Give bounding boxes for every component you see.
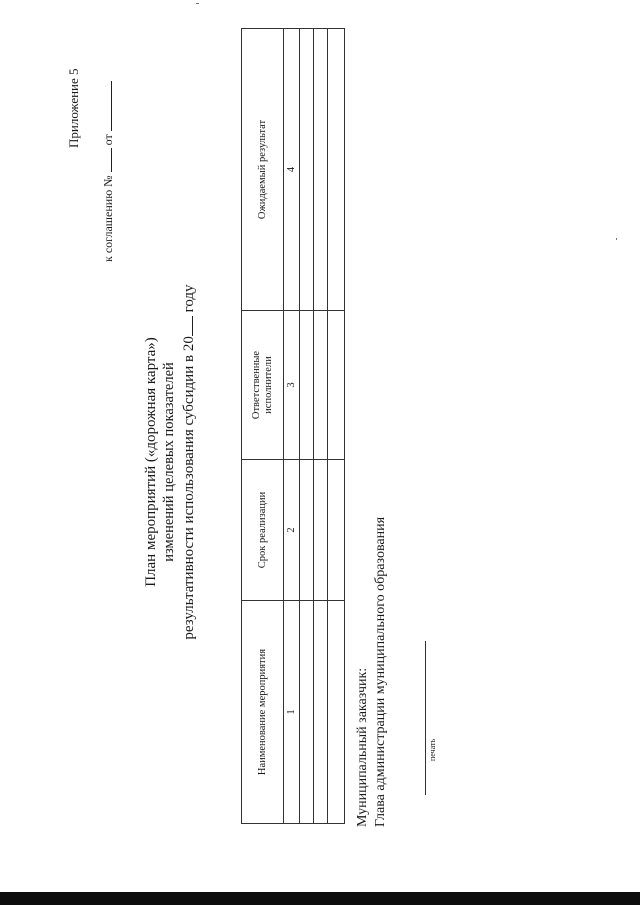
table-cell [300,29,314,311]
table-row [300,29,314,824]
column-header-executors [242,311,284,460]
table-row [314,29,328,824]
signatory-position: Глава администрации муниципального образования [373,516,388,827]
table-cell [328,460,345,601]
column-header-executors-text: Ответственные исполнители [250,350,274,420]
title-line-2: изменений целевых показателей [161,362,177,562]
column-number: 3 [284,311,300,460]
year-blank [178,316,193,336]
table-cell [300,601,314,824]
title-line-3 [178,267,198,657]
column-number: 2 [284,460,300,601]
agreement-prefix: к соглашению № [101,175,115,262]
stamp-label: печать [428,738,437,761]
table-cell [300,460,314,601]
table-cell [328,601,345,824]
signature-line [425,641,426,795]
title-line-3-suffix: году [181,284,197,313]
table-cell [328,311,345,460]
agreement-reference [99,81,116,262]
agreement-date-label: от [101,134,115,146]
scan-speck [616,238,617,240]
agreement-date-blank [99,81,112,131]
table-number-row [284,29,300,824]
title-line-3-prefix: результативности использования субсидии в 20 [181,336,197,640]
table-cell [328,29,345,311]
table-cell [314,460,328,601]
appendix-number: Приложение 5 [66,68,81,148]
agreement-number-blank [99,148,112,172]
table-row [328,29,345,824]
column-number: 1 [284,601,300,824]
table-cell [314,29,328,311]
roadmap-table [241,28,345,824]
column-header-deadline: Срок реализации [242,460,284,601]
table-cell [314,311,328,460]
scan-border [0,892,640,905]
column-header-activity: Наименование мероприятия [242,601,284,824]
table-cell [314,601,328,824]
column-header-result: Ожидаемый результат [242,29,284,311]
table-cell [300,311,314,460]
scan-speck [196,3,199,4]
table-header-row [242,29,284,824]
municipal-customer-label: Муниципальный заказчик: [355,667,370,827]
column-number: 4 [284,29,300,311]
title-line-1: План мероприятий («дорожная карта») [143,337,159,587]
